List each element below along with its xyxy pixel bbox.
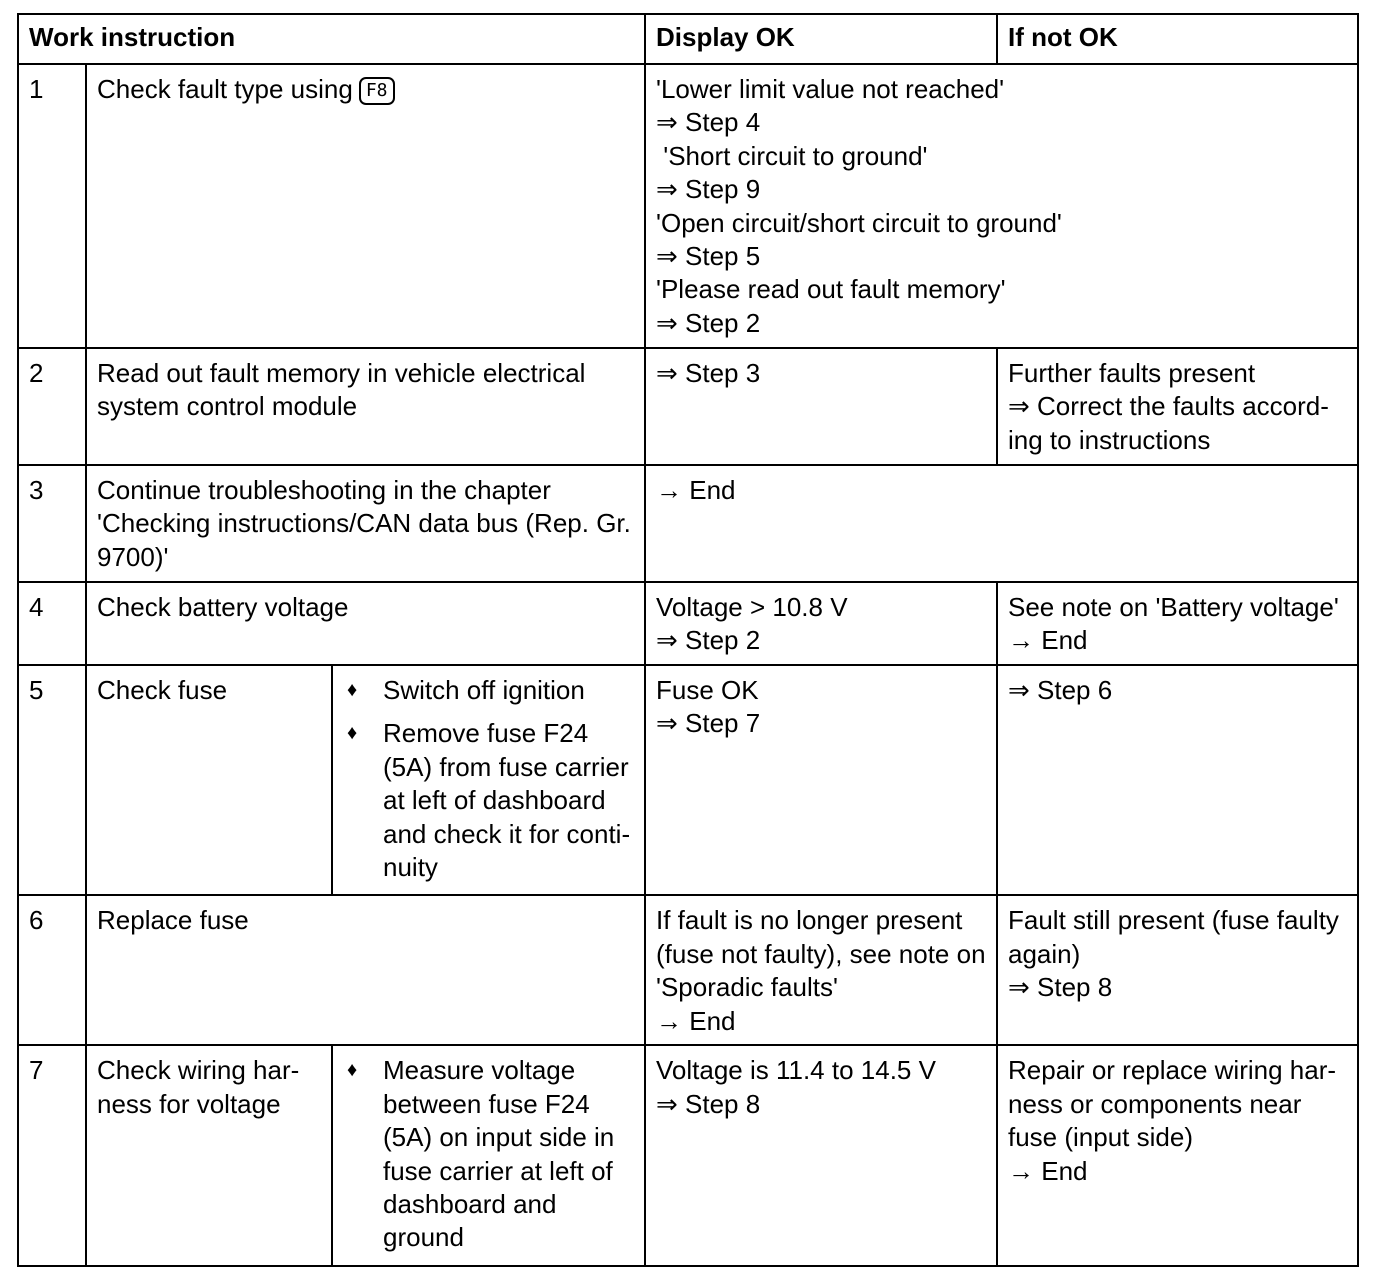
display-line: ⇒ Step 3: [656, 358, 761, 388]
step-number: 1: [18, 64, 86, 348]
display-line: ⇒ Step 8: [656, 1088, 761, 1119]
display-line: 'Lower limit value not reached': [656, 74, 1005, 104]
if-not-ok-cell: [997, 348, 1358, 465]
action-line: nuity: [383, 852, 438, 883]
display-line: ⇒ Step 5: [656, 241, 761, 272]
if-not-ok-line: ness or components near: [1008, 1088, 1302, 1119]
action-list: [343, 1054, 634, 1254]
action-line: ground: [383, 1222, 464, 1253]
display-line: ⇒ Step 2: [656, 307, 761, 338]
table-row-step-5: [18, 665, 1358, 895]
if-not-ok-line: ⇒ Step 6: [1008, 675, 1113, 705]
instruction-line: system control module: [97, 391, 358, 422]
if-not-ok-line: → End: [1008, 625, 1088, 656]
display-line: 'Please read out fault memory': [656, 274, 1006, 305]
if-not-ok-line: Fault still present (fuse faulty: [1008, 905, 1339, 936]
header-row: [18, 14, 1358, 64]
table-row-step-1: [18, 64, 1358, 348]
action-cell: [332, 665, 645, 895]
action-list: [343, 674, 634, 884]
step-number: 3: [18, 465, 86, 582]
instruction-line: 'Checking instructions/CAN data bus (Rep. Gr.: [97, 508, 631, 539]
display-line: ⇒ Step 7: [656, 708, 761, 739]
diamond-bullet-icon: ♦: [347, 679, 358, 701]
instruction-line: ness for voltage: [97, 1088, 281, 1119]
instruction-line: Check battery voltage: [97, 592, 349, 622]
if-not-ok-line: ⇒ Step 8: [1008, 972, 1113, 1003]
header-display-ok: Display OK: [645, 14, 997, 64]
instruction-cell: [86, 465, 645, 582]
table-row-step-7: [18, 1045, 1358, 1265]
instruction-cell: [86, 64, 645, 348]
header-work-instruction: Work instruction: [18, 14, 645, 64]
display-line: Voltage > 10.8 V: [656, 592, 848, 622]
action-line: and check it for conti-: [383, 818, 631, 849]
display-line: Fuse OK: [656, 675, 759, 705]
step-number: 6: [18, 895, 86, 1045]
if-not-ok-cell: [997, 895, 1358, 1045]
header-if-not-ok: If not OK: [997, 14, 1358, 64]
display-line: 'Sporadic faults': [656, 972, 838, 1003]
f8-key-icon: F8: [359, 77, 395, 105]
display-line: ⇒ Step 2: [656, 625, 761, 656]
if-not-ok-line: fuse (input side): [1008, 1122, 1193, 1153]
display-line: → End: [656, 1005, 736, 1036]
table-row-step-6: [18, 895, 1358, 1045]
table-row-step-2: [18, 348, 1358, 465]
step-number: 4: [18, 582, 86, 665]
display-line: → End: [656, 475, 736, 505]
if-not-ok-cell: [997, 665, 1358, 895]
action-cell: [332, 1045, 645, 1265]
action-line: fuse carrier at left of: [383, 1155, 613, 1186]
action-line: dashboard and: [383, 1189, 557, 1220]
instruction-text: Check fault type using: [97, 74, 353, 104]
display-line: Voltage is 11.4 to 14.5 V: [656, 1055, 936, 1086]
instruction-line: Check fuse: [97, 675, 228, 705]
instruction-cell: [86, 895, 645, 1045]
display-line: ⇒ Step 4: [656, 107, 761, 138]
instruction-cell: [86, 665, 332, 895]
step-number: 5: [18, 665, 86, 895]
if-not-ok-cell: [997, 1045, 1358, 1265]
work-instruction-table: [17, 13, 1359, 1267]
diamond-bullet-icon: ♦: [347, 1059, 358, 1082]
action-line: between fuse F24: [383, 1088, 590, 1119]
action-item: [343, 717, 634, 884]
if-not-ok-line: Repair or replace wiring har-: [1008, 1055, 1337, 1086]
step-number: 7: [18, 1045, 86, 1265]
instruction-cell: [86, 348, 645, 465]
instruction-line: Check wiring har-: [97, 1055, 300, 1086]
display-ok-cell: [645, 1045, 997, 1265]
instruction-cell: [86, 582, 645, 665]
if-not-ok-cell: [997, 582, 1358, 665]
action-line: Measure voltage: [383, 1055, 576, 1086]
action-line: Remove fuse F24: [383, 718, 589, 749]
action-item: [343, 674, 634, 707]
if-not-ok-line: Further faults present: [1008, 358, 1256, 388]
display-ok-cell: [645, 665, 997, 895]
if-not-ok-line: again): [1008, 938, 1081, 969]
action-line: (5A) on input side in: [383, 1122, 615, 1153]
display-ok-cell: [645, 348, 997, 465]
display-line: ⇒ Step 9: [656, 174, 761, 205]
action-line: at left of dashboard: [383, 785, 606, 816]
display-ok-cell: [645, 465, 1358, 582]
table-row-step-3: [18, 465, 1358, 582]
display-line: If fault is no longer present: [656, 905, 963, 936]
instruction-cell: [86, 1045, 332, 1265]
if-not-ok-line: ⇒ Correct the faults accord-: [1008, 391, 1329, 422]
display-ok-cell: [645, 895, 997, 1045]
action-item: [343, 1054, 634, 1254]
action-line: Switch off ignition: [383, 675, 585, 705]
instruction-line: Replace fuse: [97, 905, 249, 936]
diamond-bullet-icon: ♦: [347, 722, 358, 745]
display-line: 'Short circuit to ground': [656, 140, 928, 171]
if-not-ok-line: See note on 'Battery voltage': [1008, 592, 1339, 622]
if-not-ok-line: → End: [1008, 1155, 1088, 1186]
instruction-line: 9700)': [97, 541, 169, 572]
display-ok-cell: [645, 64, 1358, 348]
instruction-line: Continue troubleshooting in the chapter: [97, 475, 551, 505]
instruction-line: Read out fault memory in vehicle electrical: [97, 358, 586, 388]
action-line: (5A) from fuse carrier: [383, 751, 629, 782]
table-row-step-4: [18, 582, 1358, 665]
if-not-ok-line: ing to instructions: [1008, 424, 1211, 455]
display-line: 'Open circuit/short circuit to ground': [656, 207, 1062, 238]
display-line: (fuse not faulty), see note on: [656, 938, 986, 969]
display-ok-cell: [645, 582, 997, 665]
step-number: 2: [18, 348, 86, 465]
